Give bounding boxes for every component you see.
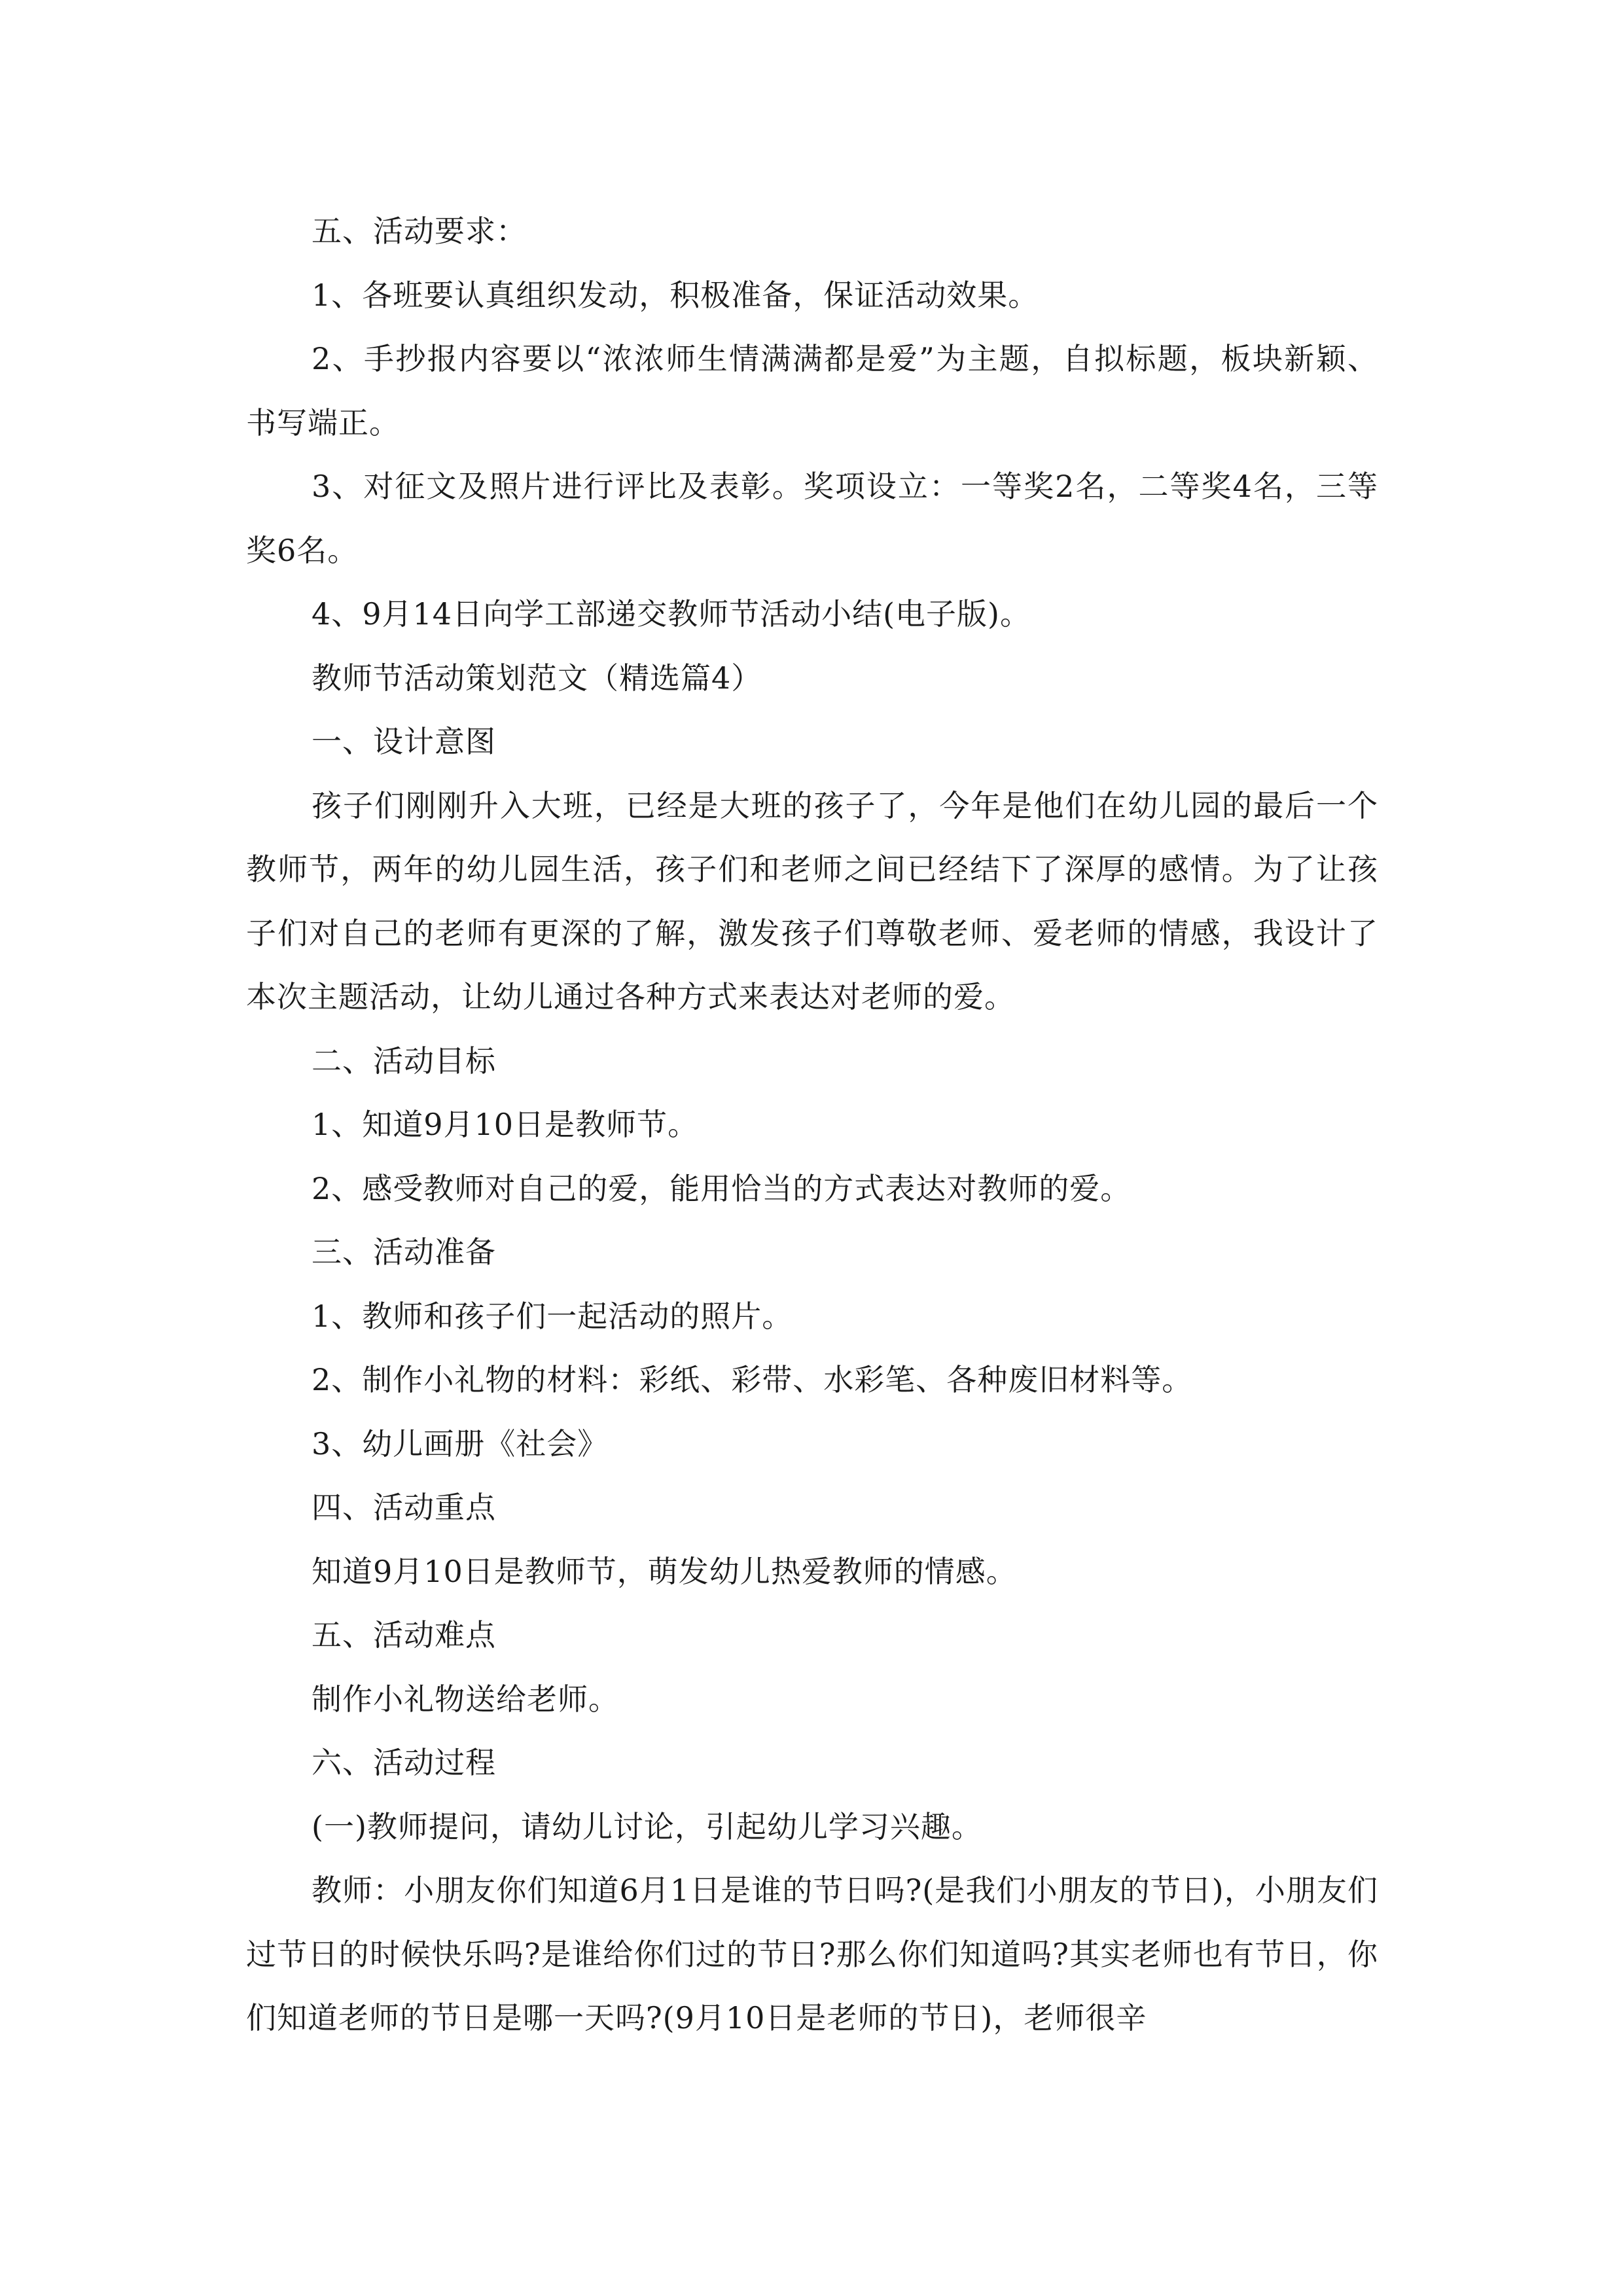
- section-heading-key-point: 四、活动重点: [312, 1490, 496, 1525]
- section-heading-difficulty: 五、活动难点: [312, 1617, 496, 1653]
- preparation-item-3: 3、幼儿画册《社会》: [312, 1426, 609, 1462]
- requirement-item-1: 1、各班要认真组织发动，积极准备，保证活动效果。: [312, 277, 1039, 313]
- section-heading-activity-preparation: 三、活动准备: [312, 1234, 496, 1270]
- document-body: [246, 200, 1378, 2051]
- article-title: 教师节活动策划范文（精选篇4）: [312, 660, 762, 696]
- requirement-item-4: 4、9月14日向学工部递交教师节活动小结(电子版)。: [312, 596, 1031, 632]
- design-intent-paragraph: 孩子们刚刚升入大班，已经是大班的孩子了，今年是他们在幼儿园的最后一个教师节，两年的幼儿园生活，孩子们和老师之间已经结下了深厚的感情。为了让孩子们对自己的老师有更深的了解，激发孩子们尊敬老师、爱老师的情感，我设计了本次主题活动，让幼儿通过各种方式来表达对老师的爱。: [246, 787, 1378, 1014]
- preparation-item-2: 2、制作小礼物的材料：彩纸、彩带、水彩笔、各种废旧材料等。: [312, 1362, 1193, 1397]
- section-heading-activity-goals: 二、活动目标: [312, 1043, 496, 1079]
- preparation-item-1: 1、教师和孩子们一起活动的照片。: [312, 1298, 793, 1334]
- process-step-1-dialogue: 教师：小朋友你们知道6月1日是谁的节日吗?(是我们小朋友的节日)，小朋友们过节日的时候快乐吗?是谁给你们过的节日?那么你们知道吗?其实老师也有节日，你们知道老师的节日是哪一天吗?(9月10日是老师的节日)，老师很辛: [246, 1873, 1378, 2036]
- key-point-paragraph: 知道9月10日是教师节，萌发幼儿热爱教师的情感。: [312, 1553, 1017, 1589]
- goal-item-2: 2、感受教师对自己的爱，能用恰当的方式表达对教师的爱。: [312, 1170, 1132, 1206]
- requirement-item-2: 2、手抄报内容要以“浓浓师生情满满都是爱”为主题，自拟标题，板块新颖、书写端正。: [246, 341, 1378, 440]
- goal-item-1: 1、知道9月10日是教师节。: [312, 1107, 699, 1142]
- difficulty-paragraph: 制作小礼物送给老师。: [312, 1681, 619, 1717]
- requirement-item-3: 3、对征文及照片进行评比及表彰。奖项设立：一等奖2名，二等奖4名，三等奖6名。: [246, 469, 1378, 568]
- section-heading-activity-requirements: 五、活动要求：: [312, 213, 527, 249]
- process-step-1-heading: (一)教师提问，请幼儿讨论，引起幼儿学习兴趣。: [312, 1808, 982, 1844]
- section-heading-design-intent: 一、设计意图: [312, 724, 496, 759]
- section-heading-activity-process: 六、活动过程: [312, 1745, 496, 1780]
